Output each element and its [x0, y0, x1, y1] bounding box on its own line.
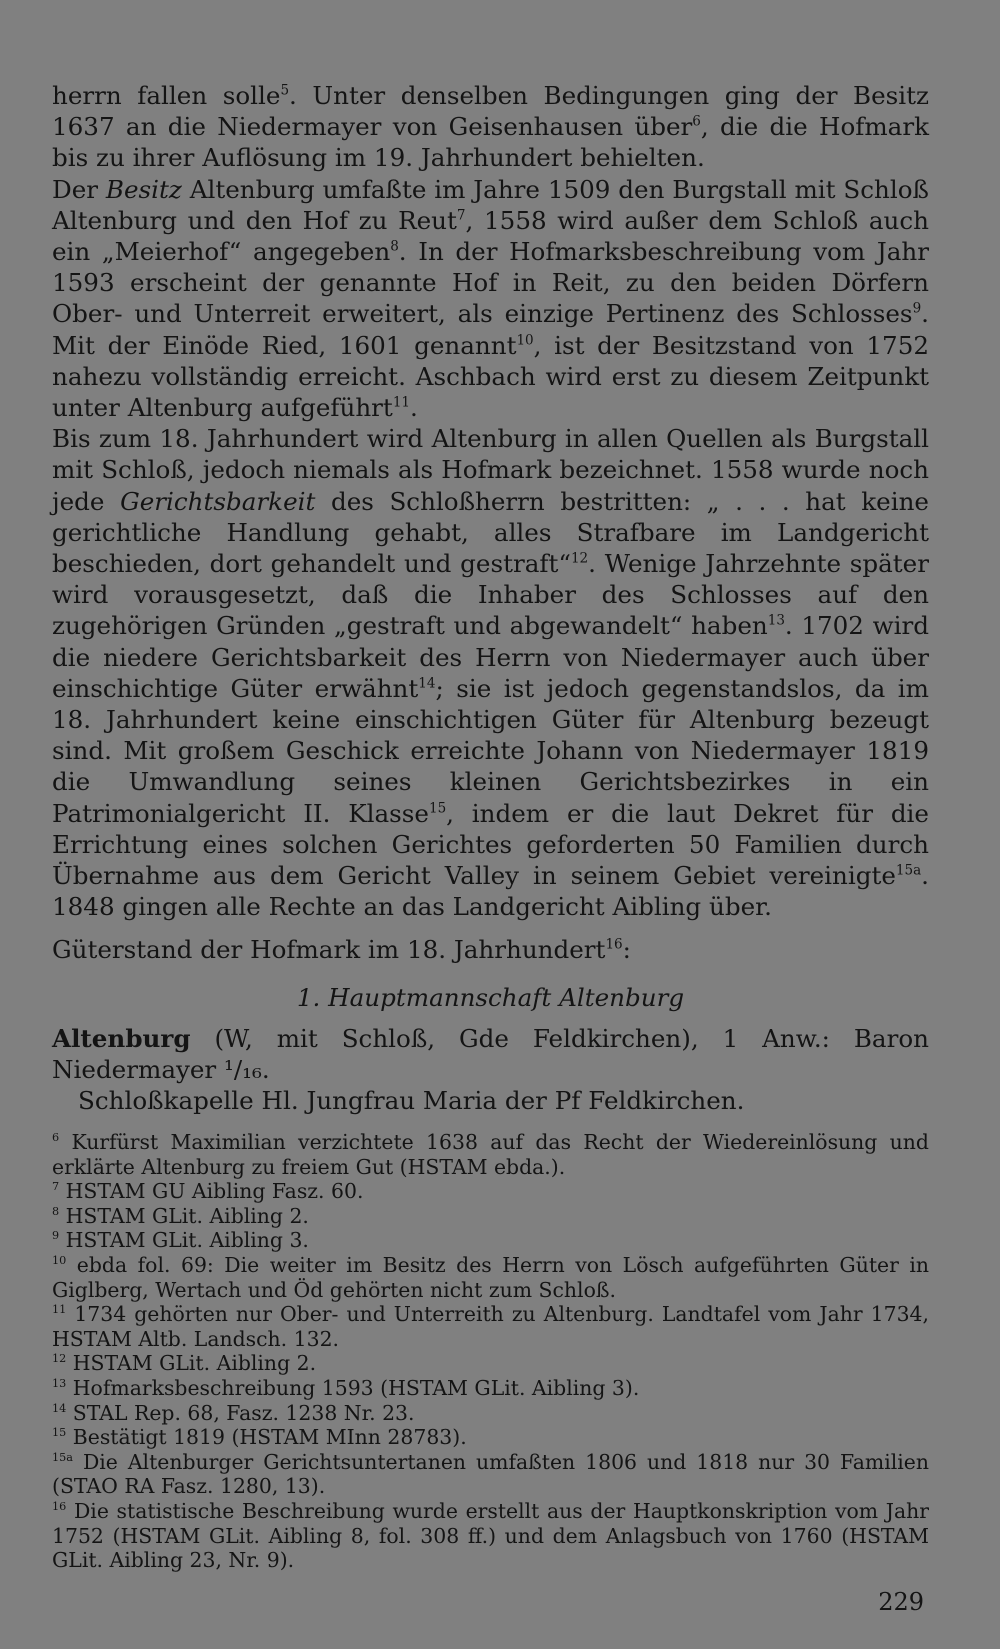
text-run: Güterstand der Hofmark im 18. Jahrhundert	[52, 935, 606, 965]
emphasis: Gerichtsbarkeit	[120, 486, 316, 516]
footnote-ref[interactable]: 14	[418, 675, 436, 692]
entry-end: .	[261, 1055, 270, 1085]
footnote-ref[interactable]: 5	[280, 82, 290, 99]
text-run: . Unter denselben Bedingungen ging der Besitz 1637 an die Niedermayer von Geisenhausen über	[52, 81, 929, 142]
paragraph-3	[52, 423, 929, 922]
text-run: ; sie ist jedoch gegenstandslos, da im 18. Jahrhundert keine einschichtigen Güter für Altenburg bezeugt sind. Mit großem Geschick erreichte Johann von Niedermayer 1819 die Umwandlung seines kleinen Gerichtsbezirkes in ein Patrimonialgericht II. Klasse	[52, 673, 929, 828]
text-run: . 1702 wird die niedere Gerichtsbarkeit des Herrn von Niedermayer auch über einschichtige Güter erwähnt	[52, 611, 929, 703]
footnote-text: ebda fol. 69: Die weiter im Besitz des Herrn von Lösch aufgeführten Güter in Giglberg, Wertach und Öd gehörten nicht zum Schloß.	[52, 1252, 929, 1302]
entry-fraction: ¹/₁₆	[224, 1055, 262, 1085]
footnote	[52, 1425, 929, 1450]
footnote-ref[interactable]: 6	[692, 113, 701, 130]
text-run: . Mit der Einöde Ried, 1601 genannt	[52, 299, 929, 360]
emphasis: Besitz	[105, 174, 182, 204]
text-run: . In der Hofmarksbeschreibung vom Jahr 1593 erscheint der genannte Hof in Reit, zu den beiden Dörfern Ober- und Unterreit erweitert, als einzige Pertinenz des Schlosses	[52, 237, 929, 329]
text-run: . 1848 gingen alle Rechte an das Landgericht Aibling über.	[52, 861, 929, 922]
footnote-text: Die statistische Beschreibung wurde erstellt aus der Hauptkonskription vom Jahr 1752 (HSTAM GLit. Aibling 8, fol. 308 ff.) und dem Anlagsbuch von 1760 (HSTAM GLit. Aibling 23, Nr. 9).	[52, 1498, 929, 1573]
footnote-number: 14	[52, 1401, 67, 1415]
footnote-number: 6	[52, 1131, 60, 1145]
footnote	[52, 1351, 929, 1376]
footnote	[52, 1130, 929, 1179]
text-run: herrn fallen solle	[52, 81, 281, 110]
footnote-number: 15	[52, 1426, 67, 1440]
footnote-ref[interactable]: 15	[428, 800, 447, 817]
footnote	[52, 1179, 929, 1204]
text-run: :	[622, 935, 631, 965]
entry-name: Altenburg	[52, 1023, 191, 1053]
footnote-number: 9	[52, 1229, 60, 1243]
text-run: , die die Hofmark bis zu ihrer Auflösung im 19. Jahrhundert behielten.	[52, 112, 929, 173]
footnote-number: 11	[52, 1303, 67, 1317]
footnote-number: 15a	[52, 1450, 73, 1464]
footnote	[52, 1450, 929, 1499]
footnote-ref[interactable]: 7	[456, 207, 466, 224]
section-heading: 1. Hauptmannschaft Altenburg	[296, 982, 685, 1012]
footnote-ref[interactable]: 13	[767, 612, 785, 629]
text-run: .	[410, 393, 418, 423]
footnote-number: 12	[52, 1352, 67, 1366]
footnote	[52, 1401, 929, 1426]
footnote-text: Bestätigt 1819 (HSTAM MInn 28783).	[72, 1425, 467, 1450]
footnotes	[52, 1130, 929, 1573]
footnote-text: Die Altenburger Gerichtsuntertanen umfaßten 1806 und 1818 nur 30 Familien (STAO RA Fasz. 1280, 13).	[52, 1449, 929, 1499]
entry-chapel: Schloßkapelle Hl. Jungfrau Maria der Pf Feldkirchen.	[78, 1086, 745, 1116]
footnote-number: 8	[52, 1204, 60, 1218]
text-run: Bis zum 18. Jahrhundert wird Altenburg in allen Quellen als Burgstall mit Schloß, jedoch niemals als Hofmark bezeichnet. 1558 wurde noch jede	[52, 424, 929, 516]
paragraph-2	[52, 174, 929, 424]
footnote-ref[interactable]: 12	[570, 550, 589, 567]
footnote-text: HSTAM GU Aibling Fasz. 60.	[65, 1179, 364, 1204]
footnote-text: Kurfürst Maximilian verzichtete 1638 auf das Recht der Wiedereinlösung und erklärte Altenburg zu freiem Gut (HSTAM ebda.).	[52, 1130, 929, 1179]
register-entry	[52, 1023, 929, 1117]
footnote-ref[interactable]: 15a	[895, 862, 922, 879]
footnote	[52, 1228, 929, 1253]
text-run: . Wenige Jahrzehnte später wird vorausgesetzt, daß die Inhaber des Schlosses auf den zugehörigen Gründen „gestraft und abgewandelt“ haben	[52, 549, 929, 641]
footnote-ref[interactable]: 8	[390, 238, 399, 255]
main-text	[52, 80, 929, 1117]
page-number: 229	[878, 1588, 924, 1616]
footnote-number: 16	[52, 1500, 67, 1514]
footnote	[52, 1204, 929, 1229]
footnote-number: 10	[52, 1254, 67, 1268]
footnote-number: 7	[52, 1180, 60, 1194]
footnote-ref[interactable]: 9	[912, 300, 922, 317]
footnote	[52, 1376, 929, 1401]
footnote-text: HSTAM GLit. Aibling 2.	[65, 1203, 309, 1228]
footnote-text: HSTAM GLit. Aibling 3.	[65, 1228, 309, 1253]
text-run: Der	[52, 174, 106, 204]
footnote-text: Hofmarksbeschreibung 1593 (HSTAM GLit. Aibling 3).	[72, 1375, 640, 1400]
text-run: , indem er die laut Dekret für die Errichtung eines solchen Gerichtes geforderten 50 Familien durch Übernahme aus dem Gericht Valley in seinem Gebiet vereinigte	[52, 798, 929, 891]
footnote-text: STAL Rep. 68, Fasz. 1238 Nr. 23.	[72, 1400, 415, 1425]
text-run: , 1558 wird außer dem Schloß auch ein „Meierhof“ angegeben	[52, 205, 929, 267]
paragraph-4	[52, 934, 929, 965]
footnote	[52, 1253, 929, 1302]
footnote-ref[interactable]: 10	[516, 332, 534, 349]
footnote	[52, 1499, 929, 1573]
footnote	[52, 1302, 929, 1351]
text-run: des Schloßherrn bestritten: „ . . . hat keine gerichtliche Handlung gehabt, alles Strafbare im Landgericht beschieden, dort gehandelt und gestraft“	[52, 486, 929, 579]
footnote-ref[interactable]: 11	[392, 394, 411, 411]
text-run: , ist der Besitzstand von 1752 nahezu vollständig erreicht. Aschbach wird erst zu diesem Zeitpunkt unter Altenburg aufgeführt	[52, 330, 929, 423]
text-run: Altenburg umfaßte im Jahre 1509 den Burgstall mit Schloß Altenburg und den Hof zu Reut	[52, 174, 929, 235]
paragraph-1	[52, 80, 929, 174]
footnote-text: HSTAM GLit. Aibling 2.	[72, 1351, 317, 1376]
footnote-text: 1734 gehörten nur Ober- und Unterreith zu Altenburg. Landtafel vom Jahr 1734, HSTAM Altb. Landsch. 132.	[52, 1302, 930, 1351]
entry-text: (W, mit Schloß, Gde Feldkirchen), 1 Anw.: Baron Niedermayer	[52, 1023, 929, 1085]
footnote-ref[interactable]: 16	[605, 937, 623, 954]
footnote-number: 13	[52, 1377, 67, 1391]
